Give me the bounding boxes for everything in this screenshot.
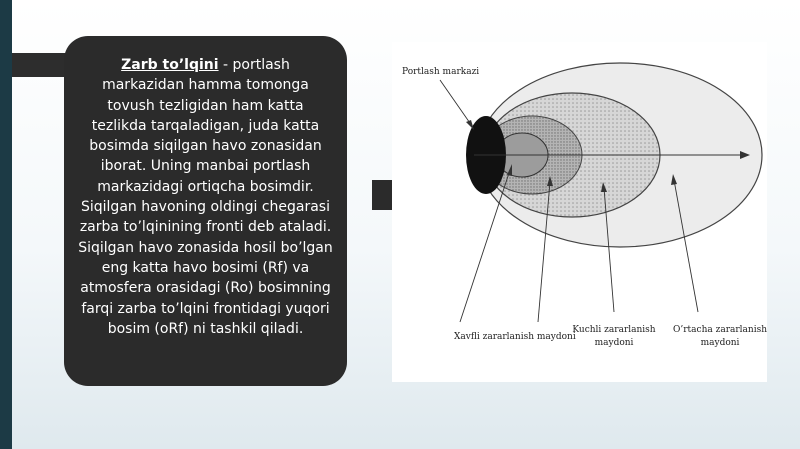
accent-stripe — [0, 0, 12, 449]
leader-arrowhead — [466, 120, 474, 130]
label-medium-zone-line2: maydoni — [700, 338, 740, 348]
shock-wave-diagram — [392, 42, 767, 382]
zones-svg — [392, 42, 767, 382]
label-strong-zone-line2: maydoni — [594, 338, 634, 348]
label-dangerous-zone: Xavfli zararlanish maydoni — [454, 332, 576, 342]
label-explosion-center: Portlash markazi — [402, 67, 480, 77]
definition-card — [64, 36, 347, 386]
leader-explosion-center — [440, 80, 472, 126]
label-strong-zone: Kuchli zararlanish — [572, 325, 656, 335]
term-title: Zarb to’lqini — [121, 57, 219, 73]
definition-text: - portlash markazidan hamma tomonga tovush tezligidan ham katta tezlikda tarqaladigan, juda katta bosimda siqilgan havo zonasidan iborat. Uning manbai portlash markazidagi ortiqcha bosimdir. Siqilgan havoning oldingi chegarasi zarba to’lqinining fronti deb ataladi. Siqilgan havo zonasida hosil bo’lgan eng katta havo bosimi (Rf) va atmosfera orasidagi (Ro) bosimning farqi zarba to’lqini frontidagi yuqori bosim (oRf) ni tashkil qiladi. — [78, 57, 333, 337]
label-medium-zone: O’rtacha zararlanish — [673, 325, 767, 335]
